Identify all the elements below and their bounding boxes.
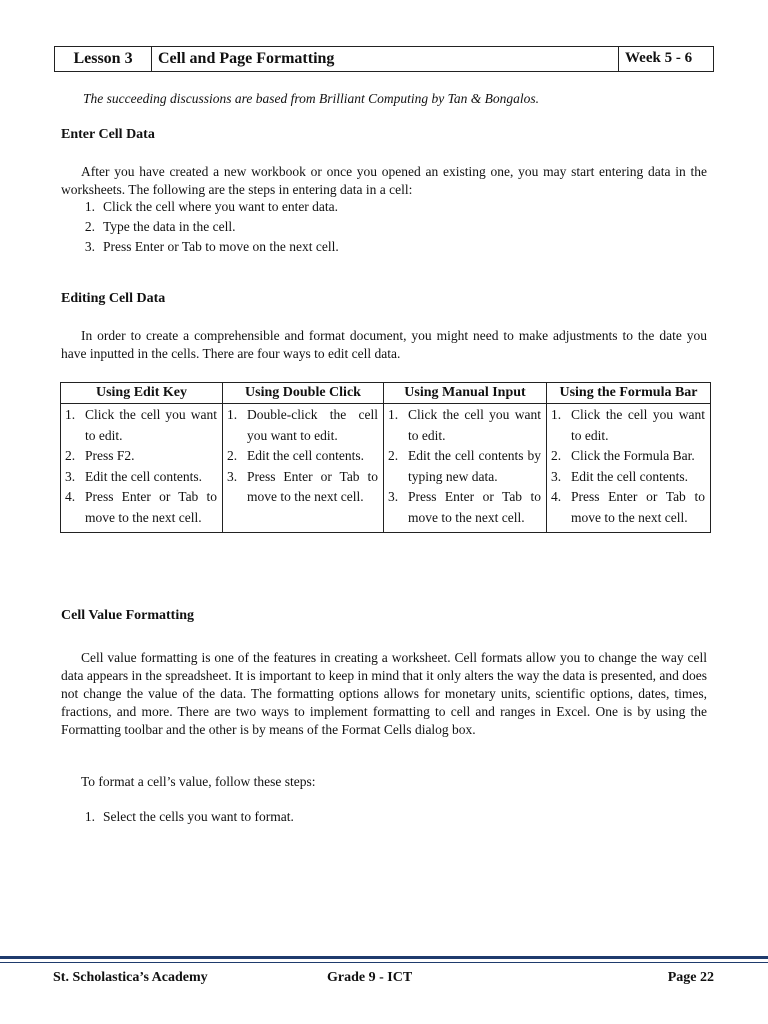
lesson-header: [54, 46, 714, 72]
double-click-steps: [223, 404, 384, 533]
lesson-number: Lesson 3: [55, 47, 152, 71]
table-header-row: [61, 383, 711, 404]
footer-grade: Grade 9 - ICT: [327, 970, 413, 985]
list-item: 3. Press Enter or Tab to move to the next cell.: [388, 489, 541, 525]
cell-value-formatting-text: Cell value formatting is one of the features in creating a worksheet. Cell formats allow you to change the way cell data appears in the spreadsheet. It is important to keep in mind that it only alters the way the data is presented, and does not change the value of the data. The formatting options allows for monetary units, scientific options, dates, times, fractions, and more. There are two ways to implement formatting to cell and ranges in Excel. One is by using the Formatting toolbar and the other is by means of the Format Cells dialog box.: [61, 650, 707, 737]
list-item: 2. Type the data in the cell.: [84, 219, 236, 234]
list-item: 1. Click the cell you want to edit.: [388, 407, 541, 443]
list-item: 2. Edit the cell contents.: [227, 448, 364, 463]
list-item: 1. Select the cells you want to format.: [84, 809, 294, 824]
footer-page-number: Page 22: [667, 970, 714, 985]
list-item: 3. Press Enter or Tab to move on the next cell.: [84, 239, 339, 254]
edit-key-steps: [61, 404, 223, 533]
lesson-week: Week 5 - 6: [625, 50, 693, 66]
cell-value-formatting-heading: Cell Value Formatting: [61, 608, 194, 623]
list-item: 4. Press Enter or Tab to move to the next cell.: [551, 489, 705, 525]
manual-input-steps: [384, 404, 547, 533]
list-item: 3. Edit the cell contents.: [551, 468, 688, 484]
list-item: 1. Double-click the cell you want to edit.: [227, 407, 378, 443]
list-item: 2. Edit the cell contents by typing new data.: [388, 448, 541, 484]
intro-note: The succeeding discussions are based from Brilliant Computing by Tan & Bongalos.: [83, 91, 539, 106]
list-item: 2. Click the Formula Bar.: [551, 448, 695, 463]
footer-rule-thin: [0, 962, 768, 963]
enter-cell-data-paragraph: [61, 163, 707, 199]
footer-rule: [0, 956, 768, 959]
enter-cell-data-heading: Enter Cell Data: [61, 127, 155, 142]
list-item: 4. Press Enter or Tab to move to the next cell.: [65, 489, 217, 525]
edit-methods-table: [60, 382, 711, 533]
editing-cell-data-paragraph: [61, 327, 707, 363]
list-item: 1. Click the cell where you want to enter data.: [84, 199, 339, 214]
editing-cell-data-heading: Editing Cell Data: [61, 291, 166, 306]
list-item: 3. Edit the cell contents.: [65, 468, 202, 484]
list-item: 1. Click the cell you want to edit.: [551, 407, 705, 443]
formula-bar-steps: [547, 404, 711, 533]
footer-school: St. Scholastica’s Academy: [53, 970, 208, 985]
list-item: 1. Click the cell you want to edit.: [65, 407, 217, 443]
enter-cell-data-text: After you have created a new workbook or once you opened an existing one, you may start entering data in the worksheets. The following are the steps in entering data in a cell:: [61, 164, 707, 197]
editing-cell-data-text: In order to create a comprehensible and format document, you might need to make adjustments to the date you have inputted in the cells. There are four ways to edit cell data.: [61, 328, 707, 361]
col-header-edit-key: Using Edit Key: [61, 383, 223, 404]
cell-value-formatting-paragraph: [61, 649, 707, 739]
format-steps-lead: To format a cell’s value, follow these steps:: [81, 774, 316, 789]
format-steps: [61, 808, 294, 828]
list-item: 3. Press Enter or Tab to move to the next cell.: [227, 468, 378, 504]
col-header-manual-input: Using Manual Input: [384, 383, 547, 404]
col-header-formula-bar: Using the Formula Bar: [547, 383, 711, 404]
col-header-double-click: Using Double Click: [223, 383, 384, 404]
lesson-title: Cell and Page Formatting: [152, 47, 619, 71]
list-item: 2. Press F2.: [65, 448, 135, 463]
table-row: [61, 404, 711, 533]
enter-cell-data-steps: [61, 198, 339, 258]
